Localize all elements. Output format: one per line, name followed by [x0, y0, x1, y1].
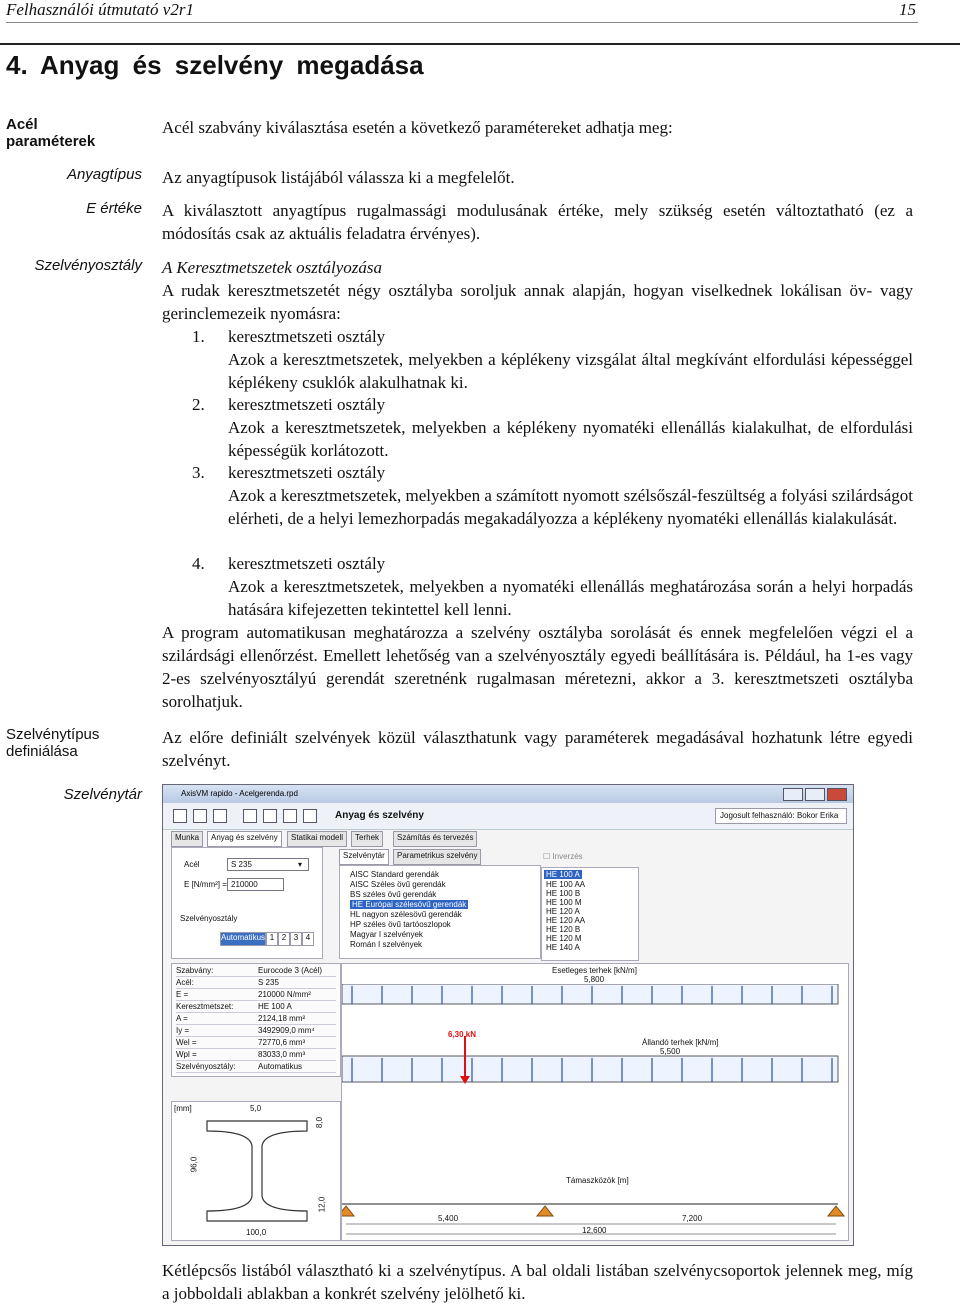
login-field[interactable]: Jogosult felhasználó: Bokor Erika: [715, 808, 847, 824]
module-title: Anyag és szelvény: [335, 810, 424, 821]
tree-item-selected[interactable]: HE Európai szélesövű gerendák: [352, 900, 467, 909]
program-paragraph: A program automatikusan meghatározza a szelvény osztályba sorolását és ennek megfelelően végzi el a szilárdsági ellenőrzést. Emellett lehetőség van a szelvényosztály egyedi beállítására is. Például, ha 1-es vagy 2-es szelvényosztályú gerendát szeretnénk rugalmasan méretezni, akkor a 3. keresztmetszeti osztályba sorolhatjuk.: [162, 623, 913, 711]
list-item[interactable]: HE 120 M: [546, 934, 582, 943]
support-label: Támaszközök [m]: [566, 1176, 629, 1185]
beam-diagram-icon: [342, 984, 848, 1240]
definition-paragraph: Az előre definiált szelvények közül választhatunk vagy paraméterek megadásával hozhatunk létre egyedi szelvényt.: [162, 728, 913, 770]
e-label: E [N/mm²] =: [184, 880, 227, 889]
tree-item[interactable]: Magyar I szelvények: [350, 930, 423, 939]
load2-label: Állandó terhek [kN/m]: [642, 1038, 719, 1047]
class-auto-button[interactable]: Automatikus: [220, 932, 266, 946]
intro-paragraph: Acél szabvány kiválasztása esetén a következő paramétereket adhatja meg:: [162, 118, 673, 137]
e-input[interactable]: 210000: [227, 878, 284, 891]
tab-anyag[interactable]: Anyag és szelvény: [207, 831, 282, 847]
copy-icon[interactable]: [263, 809, 277, 823]
tab-munka[interactable]: Munka: [171, 831, 203, 847]
list-item[interactable]: HE 100 B: [546, 889, 581, 898]
section-list[interactable]: [541, 867, 639, 961]
page-number: 15: [899, 0, 916, 19]
dim-flange: 8,0: [315, 1116, 325, 1129]
minimize-button[interactable]: [783, 788, 803, 801]
beam-diagram-panel: [341, 963, 849, 1241]
header-title: Felhasználói útmutató v2r1: [6, 0, 194, 19]
load2-value: 5,500: [660, 1047, 681, 1056]
open-folder-icon[interactable]: [193, 809, 207, 823]
side-szelvenyosztaly: Szelvényosztály: [34, 257, 142, 274]
class-2-button[interactable]: 2: [278, 932, 290, 946]
side-szelvenytar: Szelvénytár: [63, 786, 142, 803]
acel-label: Acél: [184, 860, 200, 869]
page-header: [6, 0, 918, 23]
title-rule: [0, 43, 960, 45]
properties-panel: Szabvány: Eurocode 3 (Acél) Acél: S 235 E = 210000 N/mm² Keresztmetszet: HE 100 A A = 2124,18 mm² Iy = 3492909,0 mm⁴ Wel = 72770,6 mm³ Wpl = 83033,0 mm³ Szelvényosztály: Automatikus: [171, 963, 341, 1077]
figure-caption: Kétlépcsős listából választható ki a szelvénytípus. A bal oldali listában szelvénycsoportok jelennek meg, míg a jobboldali ablakban a konkrét szelvény jelölhető ki.: [162, 1261, 913, 1303]
class-4-button[interactable]: 4: [302, 932, 314, 946]
e-paragraph: A kiválasztott anyagtípus rugalmassági modulusának értéke, mely szükség esetén változtatható (ez a módosítás csak az aktuális feladatra érvényes).: [162, 201, 913, 243]
section-unit-label: [mm]: [174, 1104, 192, 1113]
i-beam-section-icon: [202, 1116, 312, 1226]
class-label: Szelvényosztály: [180, 914, 238, 923]
side-szelvenytipus: Szelvénytípus definiálása: [6, 726, 100, 760]
tree-item[interactable]: Román I szelvények: [350, 940, 423, 949]
app-toolbar: [163, 803, 853, 830]
tab-parametrikus[interactable]: Parametrikus szelvény: [393, 849, 481, 865]
dim-top: 5,0: [250, 1104, 262, 1113]
tree-item[interactable]: BS széles övű gerendák: [350, 890, 437, 899]
tree-item[interactable]: AISC Széles övű gerendák: [350, 880, 446, 889]
save-icon[interactable]: [213, 809, 227, 823]
span2-value: 7,200: [682, 1214, 703, 1223]
side-acel: Acél paraméterek: [6, 116, 96, 150]
class-1-button[interactable]: 1: [266, 932, 278, 946]
tree-item[interactable]: HP széles övű tartóoszlopok: [350, 920, 451, 929]
load1-label: Esetleges terhek [kN/m]: [552, 966, 637, 975]
tab-szelvenytar[interactable]: Szelvénytár: [339, 849, 389, 865]
tree-item[interactable]: HL nagyon szélesövű gerendák: [350, 910, 462, 919]
app-window-title: AxisVM rapido - Acelgerenda.rpd: [181, 789, 298, 798]
anyagtipus-paragraph: Az anyagtípusok listájából válassza ki a megfelelőt.: [162, 168, 515, 187]
class-3-button[interactable]: 3: [290, 932, 302, 946]
refresh-icon[interactable]: [303, 809, 317, 823]
side-anyagtipus: Anyagtípus: [66, 166, 142, 183]
span1-value: 5,400: [438, 1214, 459, 1223]
list-item[interactable]: HE 140 A: [546, 943, 580, 952]
acel-select[interactable]: S 235 ▾: [227, 858, 309, 871]
section-drawing-panel: [171, 1101, 341, 1241]
list-item[interactable]: HE 120 A: [546, 907, 580, 916]
list-item[interactable]: HE 100 AA: [546, 880, 586, 889]
dim-width: 100,0: [246, 1228, 267, 1237]
section-title: 4. Anyag és szelvény megadása: [6, 50, 424, 80]
side-e-erteke: E értéke: [86, 200, 142, 217]
undo-icon[interactable]: [283, 809, 297, 823]
list-item[interactable]: HE 120 AA: [546, 916, 586, 925]
dim-radius: 12,0: [317, 1196, 327, 1213]
app-titlebar: [163, 785, 853, 803]
load1-value: 5,800: [584, 975, 605, 984]
close-button[interactable]: [827, 788, 847, 801]
tab-terhek[interactable]: Terhek: [351, 831, 383, 847]
print-icon[interactable]: [243, 809, 257, 823]
app-screenshot: [162, 784, 854, 1246]
dim-height: 96,0: [189, 1156, 199, 1173]
inverse-checkbox[interactable]: ☐ Inverzés: [543, 852, 583, 861]
list-item-selected[interactable]: HE 100 A: [546, 870, 580, 879]
list-item[interactable]: HE 100 M: [546, 898, 582, 907]
tab-statika[interactable]: Statikai modell: [287, 831, 347, 847]
class-title: A Keresztmetszetek osztályozása: [162, 258, 383, 277]
maximize-button[interactable]: [805, 788, 825, 801]
new-file-icon[interactable]: [173, 809, 187, 823]
tree-item[interactable]: AISC Standard gerendák: [350, 870, 439, 879]
tab-szamitas[interactable]: Számítás és tervezés: [393, 831, 477, 847]
class-intro: A rudak keresztmetszetét négy osztályba soroljuk annak alapján, hogyan viselkednek lokálisan öv- vagy gerinclemezeik nyomásra:: [162, 281, 913, 323]
point-load-value: 6,30 kN: [448, 1030, 477, 1039]
chevron-down-icon: ▾: [298, 860, 303, 869]
section-group-tree[interactable]: [339, 865, 541, 959]
material-panel: [171, 847, 323, 959]
list-item[interactable]: HE 120 B: [546, 925, 581, 934]
total-value: 12,600: [582, 1226, 607, 1235]
